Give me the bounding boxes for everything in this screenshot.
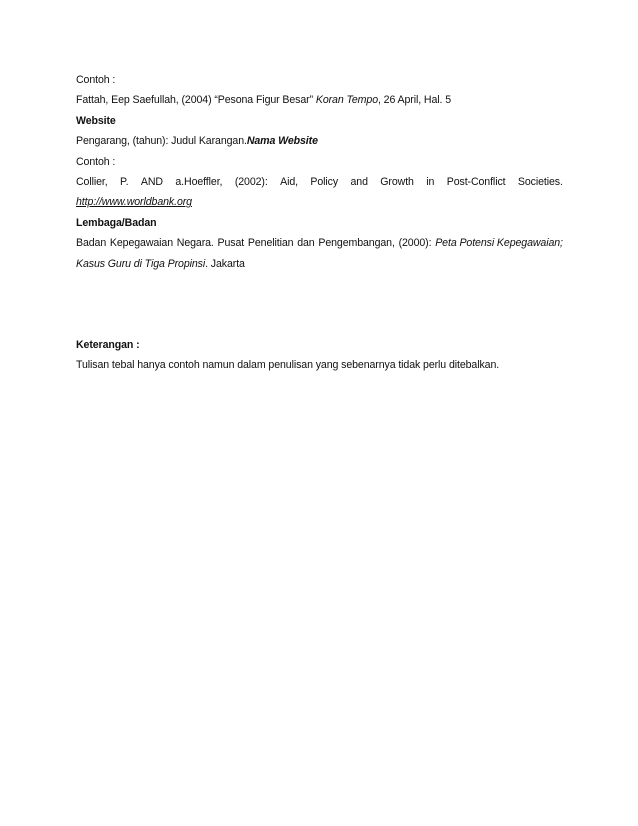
citation-word: Kepegawaian [109,237,174,250]
spacer [76,315,563,335]
citation-source: Koran Tempo [315,94,378,107]
citation-institution-tail: . Jakarta [205,257,245,270]
example-label-2: Contoh : [76,155,116,168]
citation-word: Negara. [176,237,214,250]
keterangan-heading: Keterangan : [76,339,140,352]
citation-institution-cont [76,254,563,274]
citation-word: and [350,175,368,188]
citation-word: Growth [380,175,414,188]
citation-title-part-1: Peta Potensi Kepegawaian; [435,237,563,250]
citation-word: P. [120,175,129,188]
citation-word: Post-Conflict [446,175,506,188]
citation-link-line [76,192,563,212]
citation-word: Penelitian [247,237,294,250]
citation-word: Pengembangan, [318,237,395,250]
citation-newspaper [76,90,563,110]
citation-word: Collier, [76,175,108,188]
website-format [76,131,563,151]
website-format-plain: Pengarang, (tahun): Judul Karangan. [76,135,247,148]
lembaga-heading: Lembaga/Badan [76,216,157,229]
citation-tail: , 26 April, Hal. 5 [378,94,451,107]
citation-website [76,172,563,192]
website-heading: Website [76,114,116,127]
citation-word: Policy [310,175,339,188]
citation-word: Aid, [280,175,298,188]
citation-title-part-2: Kasus Guru di Tiga Propinsi [76,257,206,270]
citation-author: Fattah, Eep Saefullah, (2004) “Pesona Figur Besar” [76,94,316,107]
document-content [76,70,563,376]
example-label: Contoh : [76,74,116,86]
citation-word: dan [297,237,315,250]
citation-word: in [426,175,435,188]
citation-word: (2002): [234,175,268,188]
citation-word: Societies. [517,175,563,188]
spacer [76,274,563,315]
citation-word: Badan [76,237,107,250]
citation-word: Pusat [217,237,245,250]
keterangan-text: Tulisan tebal hanya contoh namun dalam penulisan yang sebenarnya tidak perlu ditebalkan. [76,359,500,372]
citation-word: a.Hoeffler, [175,175,223,188]
citation-word: AND [140,175,163,188]
citation-word: (2000): [398,237,432,250]
website-format-bold: Nama Website [246,135,318,148]
worldbank-link[interactable]: http://www.worldbank.org [76,196,192,209]
citation-institution [76,233,563,253]
